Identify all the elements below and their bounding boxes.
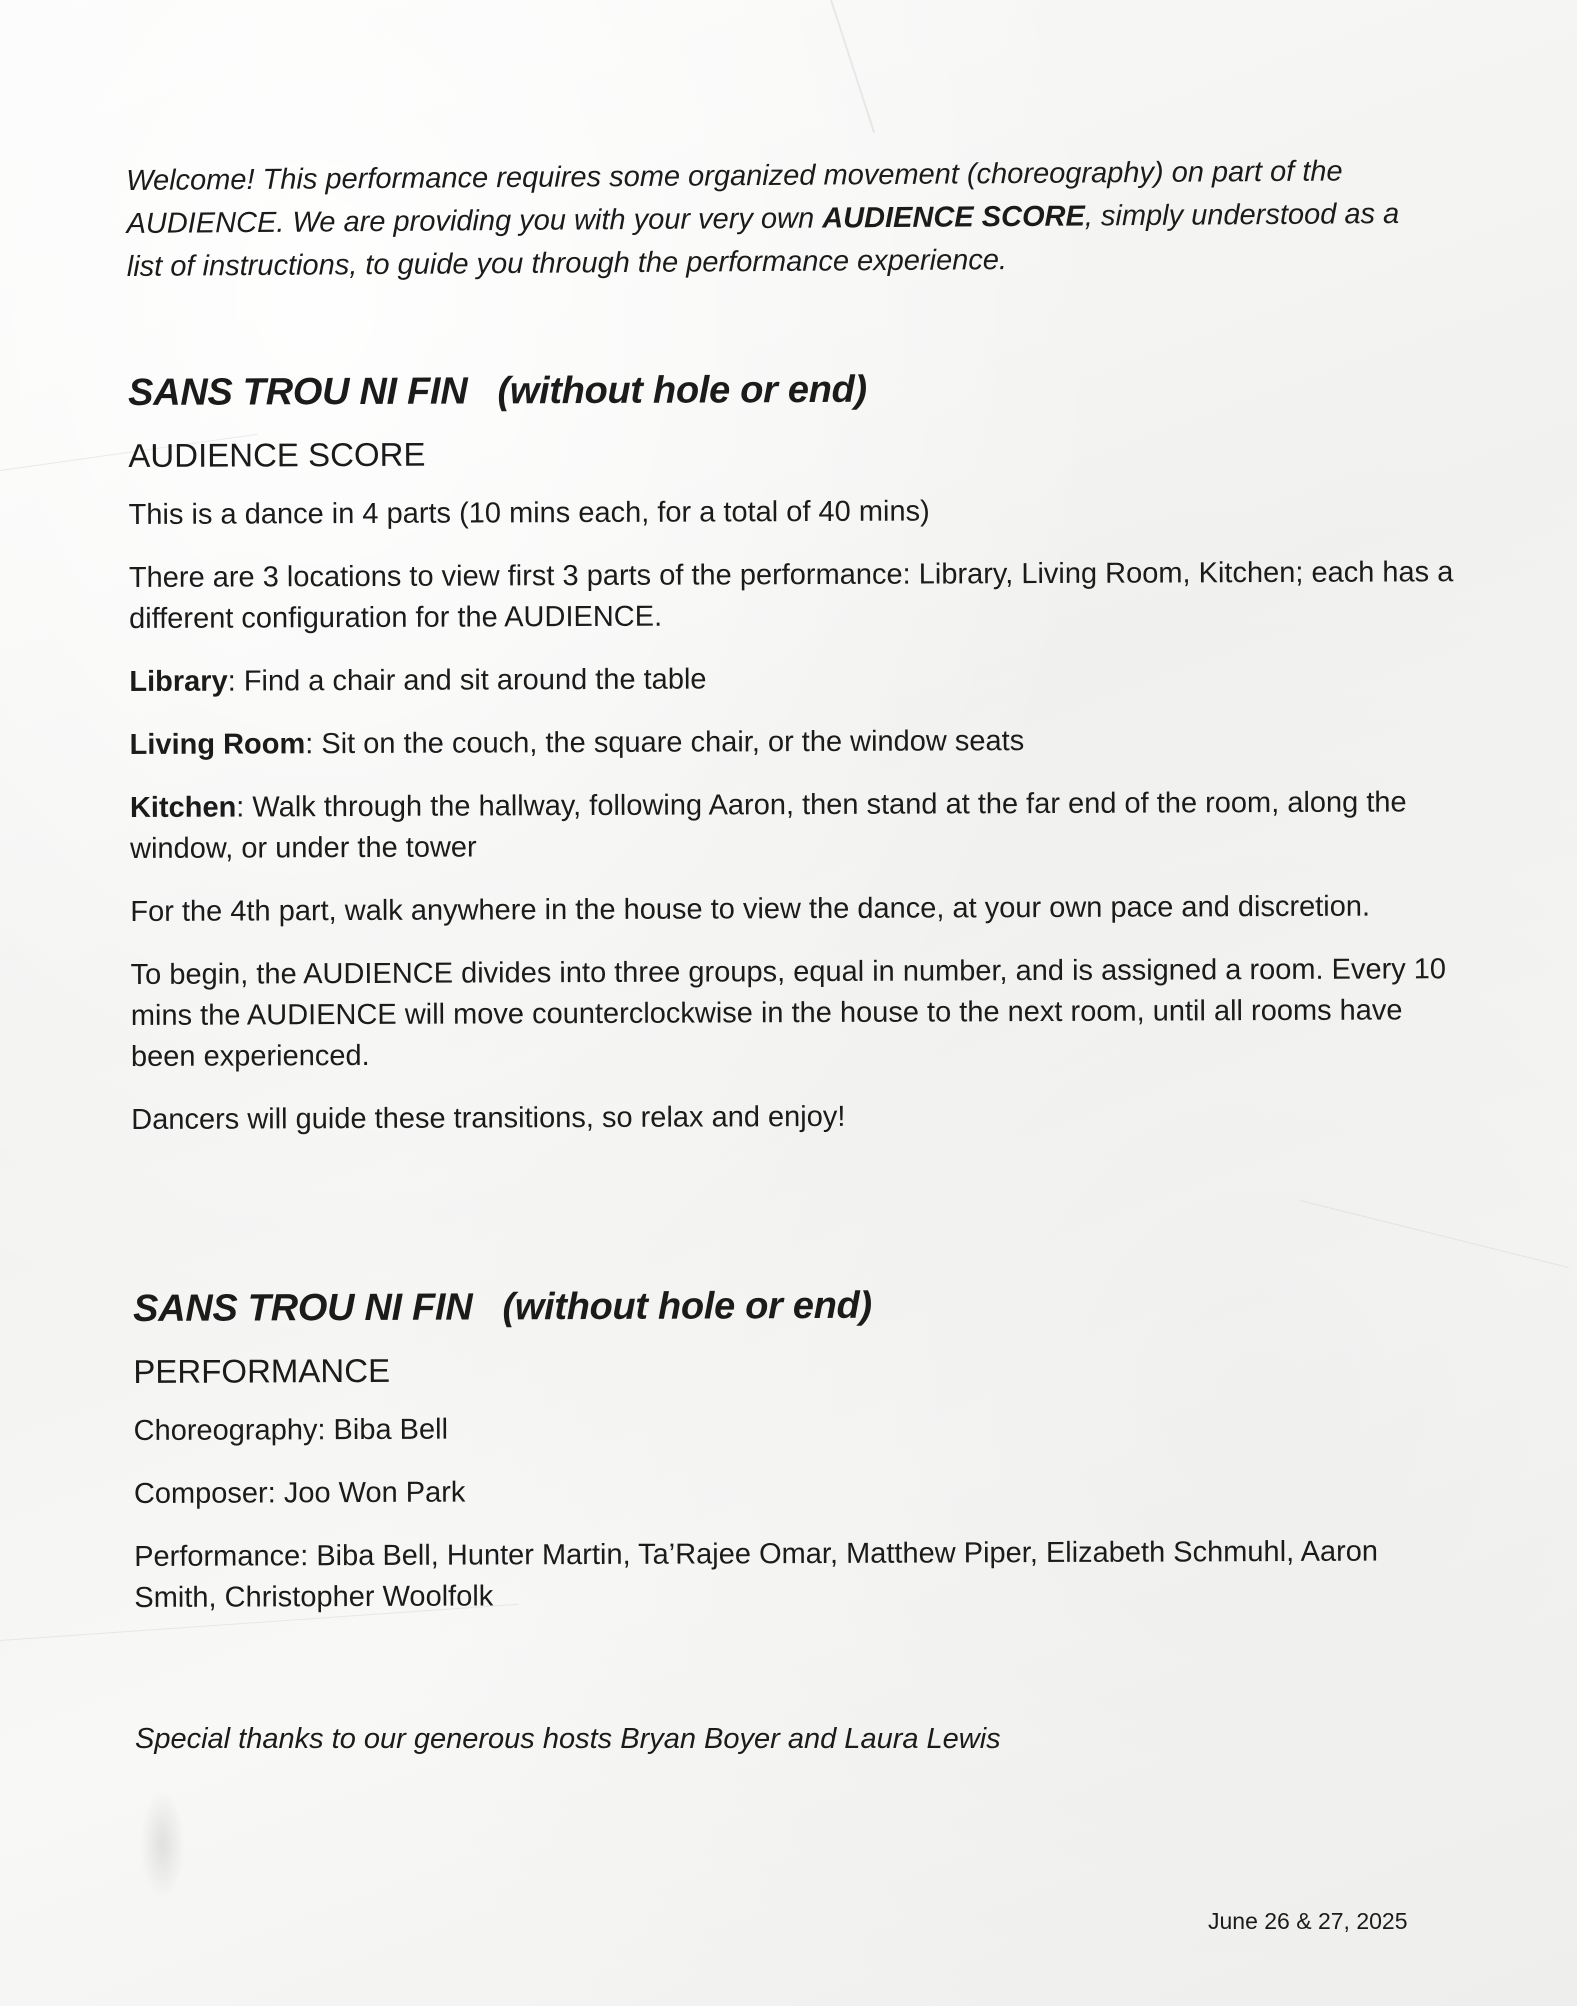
living-room-text: : Sit on the couch, the square chair, or the window seats	[305, 725, 1025, 761]
locations-paragraph: There are 3 locations to view first 3 parts of the performance: Library, Living Room, Kitchen; each has a different configuration for the AUDIENCE.	[128, 556, 1454, 635]
performers-credit: Performance: Biba Bell, Hunter Martin, Ta’Rajee Omar, Matthew Piper, Elizabeth Schmuhl, Aaron Smith, Christopher Woolfolk	[134, 1535, 1379, 1614]
section-subtitle: PERFORMANCE	[133, 1351, 391, 1390]
title-main: SANS TROU NI FIN	[133, 1286, 473, 1330]
kitchen-text: : Walk through the hallway, following Aaron, then stand at the far end of the room, along the window, or under the tower	[130, 786, 1407, 865]
paper-crease	[830, 0, 875, 133]
section-title	[128, 366, 1458, 415]
library-text: : Find a chair and sit around the table	[227, 663, 707, 698]
performance-section	[133, 1282, 1465, 1641]
composer-credit: Composer: Joo Won Park	[133, 1476, 466, 1510]
dancers-paragraph: Dancers will guide these transitions, so relax and enjoy!	[131, 1100, 846, 1136]
library-label: Library	[129, 665, 228, 698]
fourth-part-paragraph: For the 4th part, walk anywhere in the house to view the dance, at your own pace and discretion.	[130, 890, 1371, 928]
intro-bold-term: AUDIENCE SCORE	[822, 200, 1085, 235]
special-thanks: Special thanks to our generous hosts Bryan Boyer and Laura Lewis	[135, 1723, 1001, 1755]
kitchen-instruction	[130, 782, 1460, 870]
kitchen-label: Kitchen	[129, 791, 237, 824]
living-room-instruction	[130, 719, 1460, 766]
section-title	[133, 1282, 1463, 1331]
audience-score-section	[128, 366, 1461, 1163]
performance-date: June 26 & 27, 2025	[1208, 1908, 1408, 1934]
paper-smudge	[140, 1790, 185, 1900]
title-translation: (without hole or end)	[497, 368, 867, 413]
intro-paragraph	[126, 150, 1437, 289]
choreography-credit: Choreography: Biba Bell	[133, 1413, 449, 1447]
paper-crease	[1300, 1200, 1569, 1268]
living-room-label: Living Room	[129, 728, 306, 761]
title-main: SANS TROU NI FIN	[128, 370, 468, 414]
parts-paragraph: This is a dance in 4 parts (10 mins each, for a total of 40 mins)	[128, 495, 930, 531]
intro-text-end: , simply understood as a list of instructions, to guide you through the performance experience.	[126, 198, 1400, 283]
intro-text-start: Welcome! This performance requires some organized movement (choreography) on part of the AUDIENCE. We are providing you with your very own	[126, 155, 1343, 240]
library-instruction	[129, 656, 1459, 703]
begin-paragraph: To begin, the AUDIENCE divides into three groups, equal in number, and is assigned a room. Every 10 mins the AUDIENCE will move counterclockwise in the house to the next room, until all rooms have been experienced.	[130, 953, 1447, 1073]
section-subtitle: AUDIENCE SCORE	[128, 435, 426, 474]
title-translation: (without hole or end)	[502, 1284, 872, 1329]
